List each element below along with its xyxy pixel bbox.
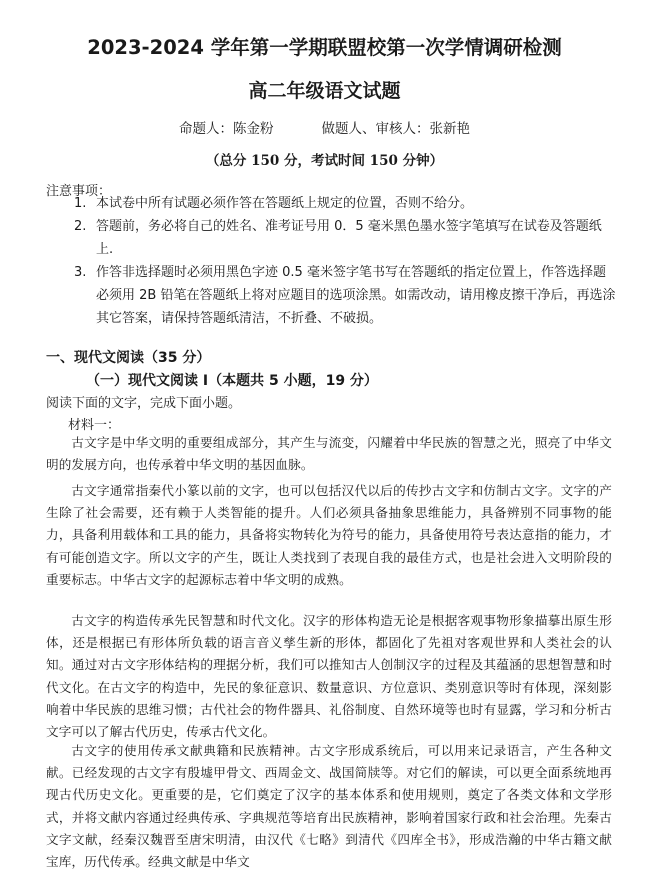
exam-title: 2023-2024 学年第一学期联盟校第一次学情调研检测 [87, 36, 562, 59]
paragraph: 古文字通常指秦代小篆以前的文字，也可以包括汉代以后的传抄古文字和仿制古文字。文字的产生除了社会需要，还有赖于人类智能的提升。人们必须具备抽象思维能力，具备辨别不同事物的能力，具备利用载体和工具的能力，具备将实物转化为符号的能力，具备使用符号表达意指的能力，才有可能创造文字。所以文字的产生，既让人类找到了表现自我的最佳方式，也是社会进入文明阶段的重要标志。中华古文字的起源标志着中华文明的成熟。 [46, 483, 612, 587]
note-text: 本试卷中所有试题必须作答在答题纸上规定的位置，否则不给分。 [96, 196, 474, 211]
note-text: 答题前，务必将自己的姓名、准考证号用 0．5 毫米黑色墨水签字笔填写在试卷及答题纸上. [96, 219, 602, 257]
setter-name: 命题人：陈金粉 [179, 121, 274, 137]
exam-subtitle: 高二年级语文试题 [248, 80, 401, 102]
score-info: （总分 150 分，考试时间 150 分钟） [205, 153, 444, 169]
note-number: 2. [74, 219, 87, 234]
note-number: 3. [74, 265, 87, 280]
section-title: 一、现代文阅读（35 分） [46, 350, 211, 366]
paragraph: 古文字是中华文明的重要组成部分，其产生与流变，闪耀着中华民族的智慧之光，照亮了中华文明的发展方向，也传承着中华文明的基因血脉。 [46, 435, 612, 473]
subsection-title: （一）现代文阅读 I（本题共 5 小题，19 分） [86, 373, 378, 389]
reading-instruction: 阅读下面的文字，完成下面小题。 [46, 396, 242, 411]
note-item-1 [74, 192, 616, 215]
paragraph: 古文字的构造传承先民智慧和时代文化。汉字的形体构造无论是根据客观事物形象描摹出原生形体，还是根据已有形体所负载的语言音义孳生新的形体，都固化了先祖对客观世界和人类社会的认知。通过对古文字形体结构的理据分析，我们可以推知古人创制汉字的过程及其蕴涵的思想智慧和时代文化。在古文字的构造中，先民的象征意识、数量意识、方位意识、类别意识等时有体现，深刻影响着中华民族的思维习惯；古代社会的物件器具、礼俗制度、自然环境等也时有显露，学习和分析古文字可以了解古代历史，传承古代文化。 [46, 613, 612, 740]
reviewer-name: 做题人、审核人：张新艳 [321, 121, 470, 137]
note-text: 作答非选择题时必须用黑色字迹 0.5 毫米签字笔书写在答题纸的指定位置上，作答选择题必须用 2B 铅笔在答题纸上将对应题目的选项涂黑。如需改动，请用橡皮擦干净后，再选涂其它答案，请保持答题纸清洁，不折叠、不破损。 [96, 265, 616, 326]
note-item-2 [74, 215, 616, 261]
material-label: 材料一： [68, 418, 121, 433]
paragraph: 古文字的使用传承文献典籍和民族精神。古文字形成系统后，可以用来记录语言，产生各种文献。已经发现的古文字有殷墟甲骨文、西周金文、战国简牍等。对它们的解读，可以更全面系统地再现古代历史文化。更重要的是，它们奠定了汉字的基本体系和使用规则，奠定了各类文体和文学形式，并将文献内容通过经典传承、字典规范等培育出民族精神，影响着国家行政和社会治理。先秦古文字文献，经秦汉魏晋至唐宋明清，由汉代《七略》到清代《四库全书》，形成浩瀚的中华古籍文献宝库，历代传承。经典文献是中华文 [46, 743, 612, 870]
note-number: 1. [74, 196, 87, 211]
authors-line [0, 117, 649, 137]
notes-title: 注意事项： [46, 184, 112, 199]
note-item-3 [74, 261, 616, 330]
